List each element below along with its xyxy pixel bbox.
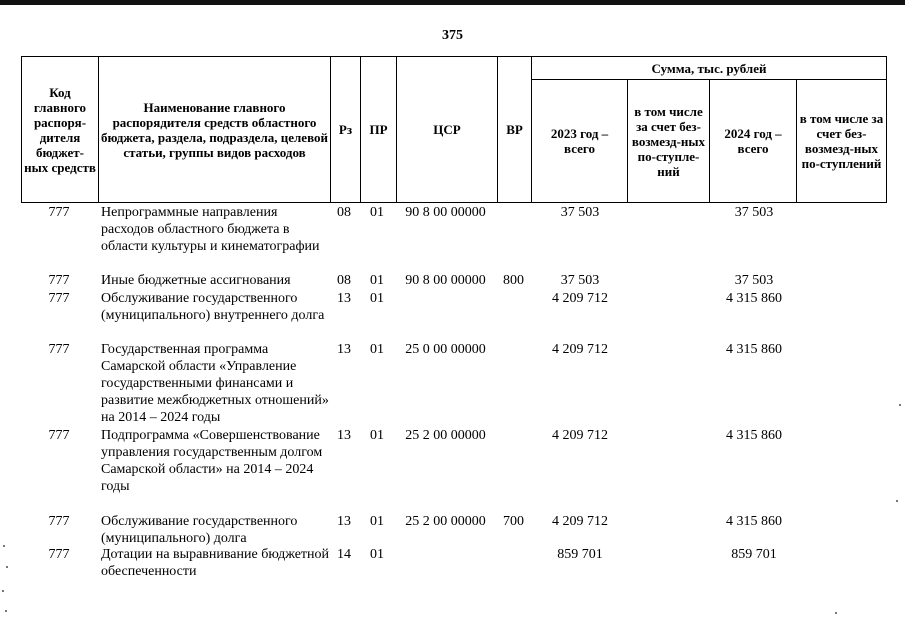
cell-vr: 800 [503,273,524,288]
cell-code: 777 [48,547,70,562]
cell-pr: 01 [370,514,384,529]
cell-sum-2024: 4 315 860 [726,428,782,443]
cell-sum-2024: 37 503 [734,273,774,288]
cell-name: Дотации на выравнивание бюджетной обеспеченности [101,547,330,579]
cell-sum-2024: 4 315 860 [726,514,782,529]
header-code: Код главного распоря-дителя бюджет-ных средств [22,57,99,203]
page-number: 375 [442,28,463,43]
scan-speck [896,500,898,502]
header-csr: ЦСР [397,57,498,203]
table-header [21,56,887,203]
cell-code: 777 [48,428,70,443]
cell-rz: 14 [337,547,351,562]
cell-rz: 13 [337,342,351,357]
cell-sum-2024: 4 315 860 [726,342,782,357]
header-pr: ПР [361,57,397,203]
header-2023-free: в том числе за счет без-возмезд-ных по-ступле-ний [628,80,710,203]
cell-rz: 08 [337,273,351,288]
cell-pr: 01 [370,273,384,288]
cell-name: Непрограммные направления расходов областного бюджета в области культуры и кинематографии [101,205,320,254]
cell-name: Обслуживание государственного (муниципального) внутреннего долга [101,291,325,323]
cell-code: 777 [48,291,70,306]
cell-sum-2023: 859 701 [557,547,603,562]
top-rule [0,0,905,5]
header-2023-total: 2023 год – всего [532,80,628,203]
cell-pr: 01 [370,428,384,443]
cell-pr: 01 [370,342,384,357]
scan-speck [835,612,837,614]
cell-rz: 08 [337,205,351,220]
header-rz: Рз [331,57,361,203]
cell-name: Иные бюджетные ассигнования [101,273,291,288]
header-sum: Сумма, тыс. рублей [532,57,887,80]
cell-csr: 25 0 00 00000 [405,342,486,357]
scan-speck [6,566,8,568]
cell-name: Государственная программа Самарской области «Управление государственными финансами и развитие межбюджетных отношений» на 2014 – 2024 годы [101,342,329,425]
header-2024-total: 2024 год – всего [710,80,797,203]
cell-pr: 01 [370,291,384,306]
header-name: Наименование главного распорядителя средств областного бюджета, раздела, подраздела, целевой статьи, группы видов расходов [99,57,331,203]
header-2024-free: в том числе за счет без-возмезд-ных по-ступлений [797,80,887,203]
scan-speck [899,404,901,406]
cell-vr: 700 [503,514,524,529]
scan-speck [2,590,4,592]
cell-sum-2024: 37 503 [734,205,774,220]
cell-code: 777 [48,273,70,288]
cell-sum-2023: 4 209 712 [552,291,608,306]
cell-rz: 13 [337,514,351,529]
cell-csr: 90 8 00 00000 [405,205,486,220]
scan-speck [3,545,5,547]
cell-sum-2024: 4 315 860 [726,291,782,306]
cell-code: 777 [48,342,70,357]
cell-sum-2023: 4 209 712 [552,514,608,529]
cell-sum-2023: 37 503 [560,273,600,288]
scan-speck [5,610,7,612]
cell-code: 777 [48,205,70,220]
cell-rz: 13 [337,428,351,443]
cell-sum-2024: 859 701 [731,547,777,562]
cell-csr: 25 2 00 00000 [405,428,486,443]
cell-sum-2023: 4 209 712 [552,342,608,357]
cell-csr: 90 8 00 00000 [405,273,486,288]
cell-csr: 25 2 00 00000 [405,514,486,529]
cell-code: 777 [48,514,70,529]
cell-rz: 13 [337,291,351,306]
cell-name: Обслуживание государственного (муниципального) долга [101,514,298,546]
cell-sum-2023: 37 503 [560,205,600,220]
cell-sum-2023: 4 209 712 [552,428,608,443]
cell-pr: 01 [370,547,384,562]
header-vr: ВР [498,57,532,203]
cell-name: Подпрограмма «Совершенствование управления государственным долгом Самарской области» на 2014 – 2024 годы [101,428,323,494]
cell-pr: 01 [370,205,384,220]
